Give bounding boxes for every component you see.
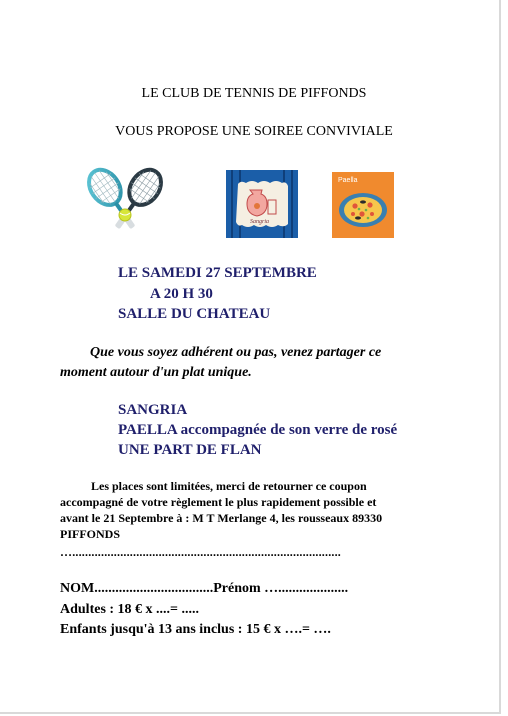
event-place: SALLE DU CHATEAU	[118, 306, 271, 322]
sangria-image	[226, 170, 298, 238]
menu-item-sangria: SANGRIA	[118, 402, 188, 418]
paella-image	[332, 172, 394, 238]
club-title: LE CLUB DE TENNIS DE PIFFONDS	[141, 86, 367, 101]
cut-line: …....................................................................................	[60, 545, 341, 559]
notice-line-3: avant le 21 Septembre à : M T Merlange 4, les rousseaux 89330	[60, 511, 383, 525]
paella-label: Paella	[338, 177, 358, 184]
event-time: A 20 H 30	[150, 286, 213, 302]
notice-line-2: accompagné de votre règlement le plus rapidement possible et	[60, 495, 377, 509]
form-name-line: NOM..................................Prénom …....................	[60, 581, 349, 596]
sangria-label: Sangria	[250, 219, 270, 225]
form-children-line: Enfants jusqu'à 13 ans inclus : 15 € x ….= ….	[60, 622, 331, 637]
form-adults-line: Adultes : 18 € x ....= .....	[60, 602, 200, 617]
intro-line-1: Que vous soyez adhérent ou pas, venez partager ce	[90, 345, 382, 360]
menu-item-paella: PAELLA accompagnée de son verre de rosé	[118, 422, 398, 438]
tennis-rackets-image	[82, 165, 168, 243]
event-subtitle: VOUS PROPOSE UNE SOIREE CONVIVIALE	[115, 124, 393, 139]
notice-line-1: Les places sont limitées, merci de retourner ce coupon	[91, 479, 367, 493]
menu-item-flan: UNE PART DE FLAN	[118, 442, 262, 458]
intro-line-2: moment autour d'un plat unique.	[60, 365, 252, 380]
event-date: LE SAMEDI 27 SEPTEMBRE	[118, 265, 317, 281]
notice-line-4: PIFFONDS	[60, 527, 120, 541]
